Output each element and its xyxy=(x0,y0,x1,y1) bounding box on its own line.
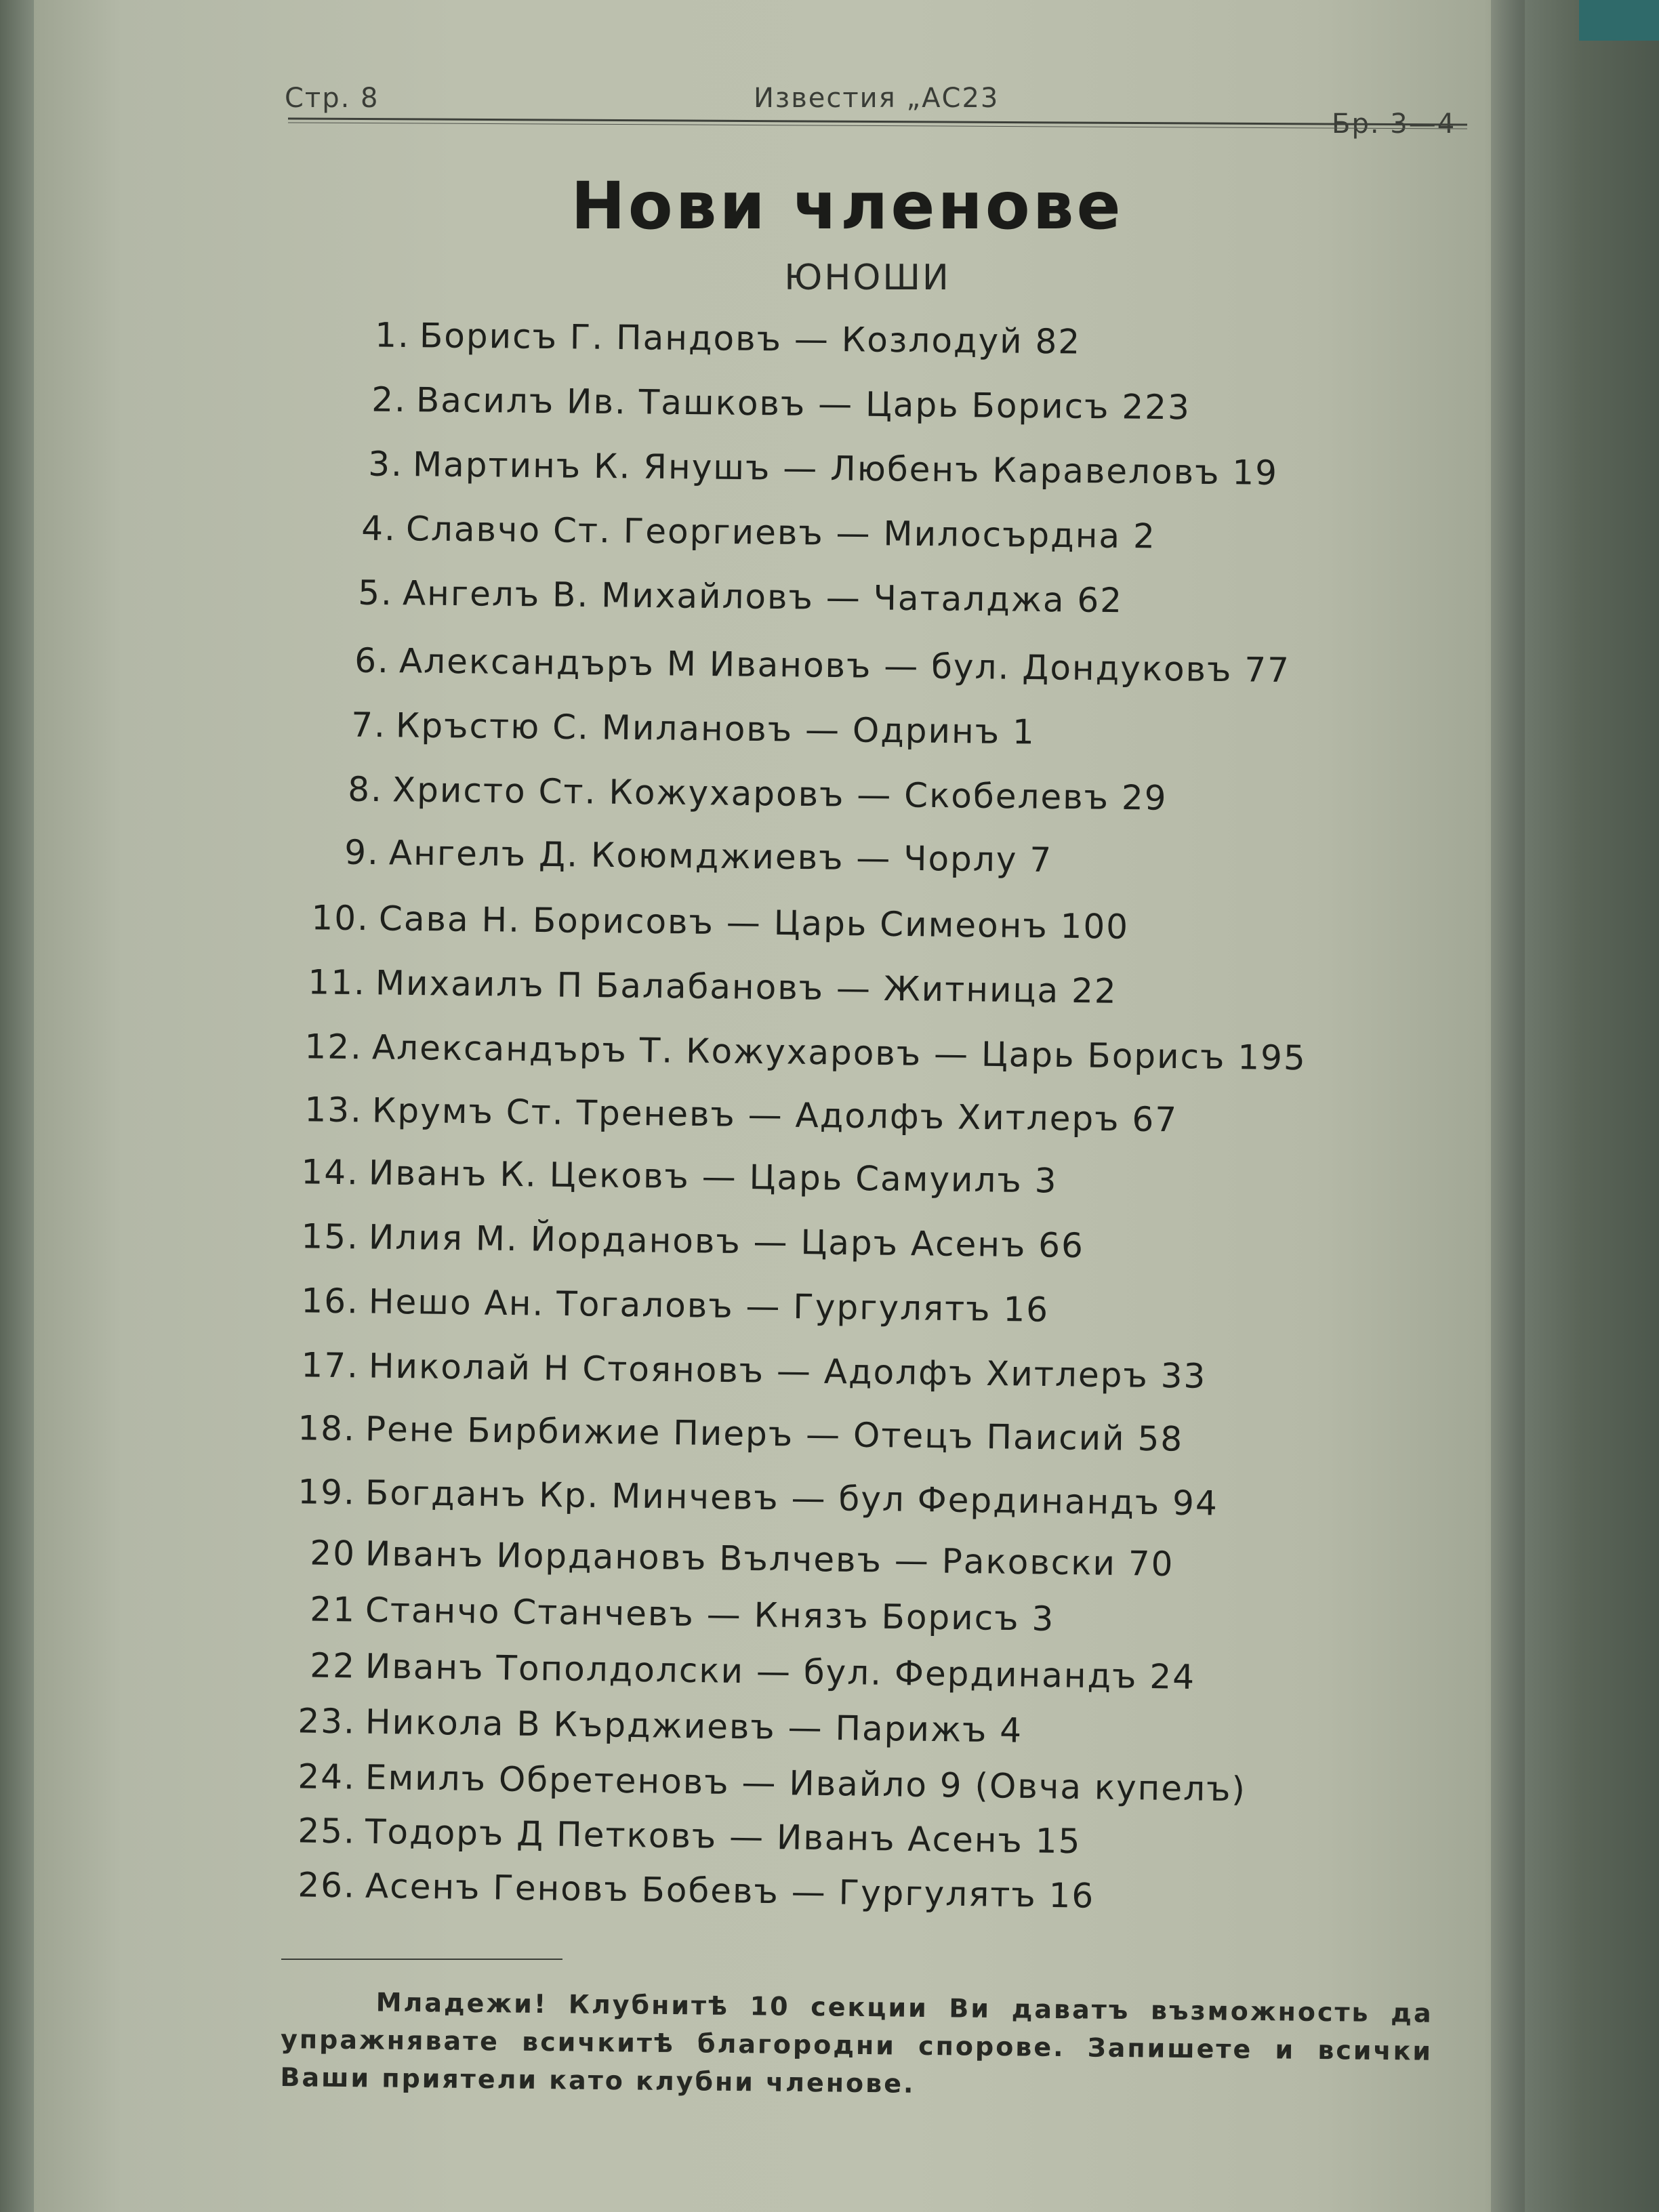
footnote-rule xyxy=(281,1959,562,1960)
member-name-address: Крумъ Ст. Треневъ — Адолфъ Хитлеръ 67 xyxy=(371,1090,1179,1140)
member-entry xyxy=(281,1865,1095,1916)
member-name-address: Славчо Ст. Георгиевъ — Милосърдна 2 xyxy=(405,509,1157,556)
member-entry xyxy=(285,1216,1085,1265)
journal-name: Известия „АС23 xyxy=(754,83,1000,114)
member-number: 17. xyxy=(301,1345,360,1386)
book-cover-corner xyxy=(1579,0,1659,41)
member-entry xyxy=(295,898,1130,947)
member-name-address: Иванъ Тополдолски — бул. Фердинандъ 24 xyxy=(365,1646,1196,1697)
member-number: 11. xyxy=(308,962,367,1003)
member-entry xyxy=(329,444,1279,493)
page-number: Стр. 8 xyxy=(285,83,380,114)
member-number: 12. xyxy=(304,1027,363,1067)
section-subtitle: ЮНОШИ xyxy=(784,258,951,298)
page-title: Нови членове xyxy=(571,168,1124,244)
member-entry xyxy=(319,573,1124,620)
member-entry xyxy=(305,832,1053,880)
member-entry xyxy=(281,1811,1082,1861)
member-entry xyxy=(322,508,1156,556)
member-name-address: Богданъ Кр. Минчевъ — бул Фердинандъ 94 xyxy=(365,1473,1219,1523)
member-name-address: Никола В Кърджиевъ — Парижъ 4 xyxy=(365,1702,1023,1750)
member-number: 18. xyxy=(298,1408,356,1449)
footnote: Младежи! Клубнитѣ 10 секции Ви даватъ възможность да упражнявате всичкитѣ благородни спорове. Запишете и всички Ваши приятели като клубни членове. xyxy=(280,1987,1433,2099)
member-number: 19. xyxy=(298,1472,356,1513)
member-number: 25. xyxy=(298,1811,356,1851)
member-number: 24. xyxy=(298,1757,356,1797)
member-entry xyxy=(291,962,1118,1011)
member-entry xyxy=(308,769,1168,818)
member-name-address: Христо Ст. Кожухаровъ — Скобелевъ 29 xyxy=(392,770,1168,818)
member-name-address: Кръстю С. Милановъ — Одринъ 1 xyxy=(395,705,1036,752)
member-name-address: Илия М. Йордановъ — Царъ Асенъ 66 xyxy=(368,1217,1085,1266)
member-number: 10. xyxy=(311,898,370,939)
member-list xyxy=(34,0,1491,2212)
member-name-address: Сава Н. Борисовъ — Царь Симеонъ 100 xyxy=(378,899,1130,947)
member-entry xyxy=(285,1281,1050,1330)
member-entry xyxy=(288,1090,1179,1139)
member-number: 23. xyxy=(298,1701,356,1742)
member-number: 1. xyxy=(375,315,411,356)
member-name-address: Михаилъ П Балабановъ — Житница 22 xyxy=(375,963,1118,1011)
member-entry xyxy=(332,380,1191,427)
member-entry xyxy=(285,1345,1207,1396)
member-entry xyxy=(281,1533,1174,1584)
member-entry xyxy=(312,705,1036,752)
member-entry xyxy=(281,1589,1055,1639)
member-number: 21 xyxy=(309,1589,356,1630)
member-number: 4. xyxy=(361,508,397,549)
member-name-address: Василъ Ив. Ташковъ — Царь Борисъ 223 xyxy=(415,380,1191,428)
member-entry xyxy=(288,1027,1307,1078)
member-name-address: Ангелъ Д. Коюмджиевъ — Чорлу 7 xyxy=(388,833,1053,880)
member-name-address: Иванъ Иордановъ Вълчевъ — Раковски 70 xyxy=(365,1534,1174,1584)
member-entry xyxy=(281,1408,1184,1459)
member-number: 9. xyxy=(344,832,380,873)
member-entry xyxy=(281,1701,1023,1750)
member-number: 26. xyxy=(298,1865,356,1906)
member-name-address: Ангелъ В. Михайловъ — Чаталджа 62 xyxy=(402,573,1124,621)
member-number: 14. xyxy=(301,1152,360,1193)
member-number: 8. xyxy=(347,769,384,810)
member-name-address: Иванъ К. Цековъ — Царь Самуилъ 3 xyxy=(368,1153,1058,1201)
member-number: 22 xyxy=(309,1645,356,1686)
member-name-address: Станчо Станчевъ — Князъ Борисъ 3 xyxy=(365,1590,1055,1639)
member-name-address: Александъръ Т. Кожухаровъ — Царь Борисъ 195 xyxy=(371,1027,1307,1078)
member-number: 3. xyxy=(367,444,404,485)
document-page xyxy=(34,0,1491,2212)
member-entry xyxy=(315,640,1291,690)
member-entry xyxy=(281,1472,1218,1523)
issue-number: Бр. 3—4 xyxy=(1332,108,1456,140)
member-entry xyxy=(335,315,1082,362)
member-name-address: Асенъ Геновъ Бобевъ — Гургулятъ 16 xyxy=(365,1866,1095,1916)
member-number: 15. xyxy=(301,1216,360,1257)
member-name-address: Тодоръ Д Петковъ — Иванъ Асенъ 15 xyxy=(365,1811,1082,1862)
member-entry xyxy=(281,1757,1247,1809)
member-name-address: Николай Н Стояновъ — Адолфъ Хитлеръ 33 xyxy=(368,1346,1207,1396)
member-number: 20 xyxy=(309,1533,356,1574)
member-name-address: Нешо Ан. Тогаловъ — Гургулятъ 16 xyxy=(368,1282,1050,1330)
member-number: 7. xyxy=(350,705,387,745)
member-number: 6. xyxy=(354,640,390,681)
member-name-address: Рене Бирбижие Пиеръ — Отецъ Паисий 58 xyxy=(365,1409,1184,1459)
member-name-address: Александъръ М Ивановъ — бул. Дондуковъ 77 xyxy=(398,641,1291,691)
member-name-address: Мартинъ К. Янушъ — Любенъ Каравеловъ 19 xyxy=(412,445,1279,493)
member-name-address: Борисъ Г. Пандовъ — Козлодуй 82 xyxy=(419,316,1082,362)
member-number: 13. xyxy=(304,1090,363,1130)
member-number: 2. xyxy=(371,380,407,420)
member-name-address: Емилъ Обретеновъ — Ивайло 9 (Овча купелъ) xyxy=(365,1757,1247,1809)
member-entry xyxy=(285,1152,1058,1201)
member-number: 16. xyxy=(301,1281,360,1322)
member-number: 5. xyxy=(357,573,394,613)
member-entry xyxy=(281,1645,1196,1697)
